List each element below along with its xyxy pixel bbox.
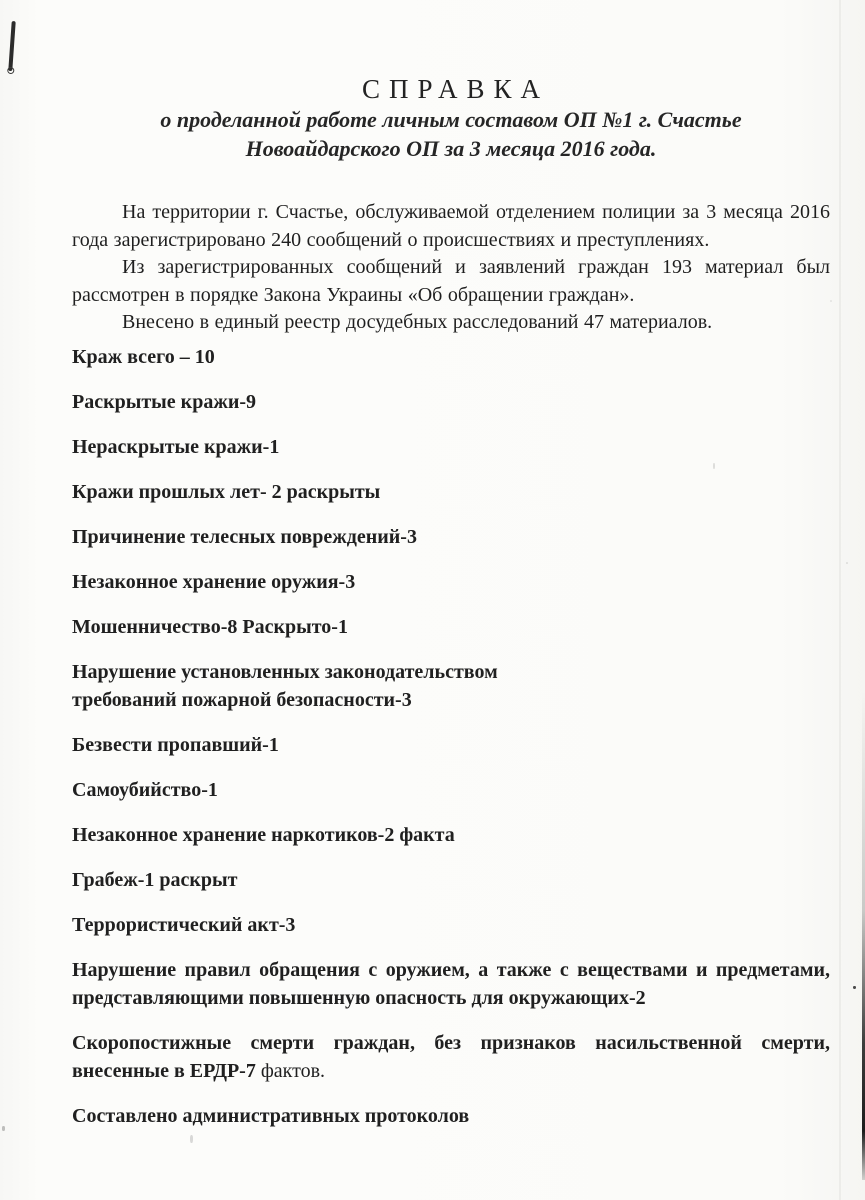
stat-item-robbery: Грабеж-1 раскрыт: [72, 868, 238, 891]
stat-item-fire-safety-line1: Нарушение установленных законодательством: [72, 660, 498, 683]
scan-speck: [2, 1126, 5, 1131]
intro-section: [72, 199, 830, 337]
report-subtitle-line1: о проделанной работе личным составом ОП №1 г. Счастье: [160, 107, 742, 132]
document-content: [72, 0, 830, 1147]
stat-item-fire-safety-line2: требований пожарной безопасности-3: [72, 688, 412, 711]
stat-item-sudden-deaths: [72, 1029, 830, 1085]
stat-item-drug-possession: Незаконное хранение наркотиков-2 факта: [72, 823, 455, 846]
intro-paragraph-registered-reports: На территории г. Счастье, обслуживаемой отделением полиции за 3 месяца 2016 года зарегистрировано 240 сообщений о происшествиях и преступлениях.: [72, 201, 830, 251]
scan-speck: [830, 300, 832, 302]
stat-item-unsolved-thefts: Нераскрытые кражи-1: [72, 435, 280, 458]
stat-item-past-years-thefts: Кражи прошлых лет- 2 раскрыты: [72, 480, 381, 503]
scan-speck: [853, 986, 856, 989]
report-title: СПРАВКА: [361, 74, 550, 104]
crime-statistics-list: [72, 343, 830, 1130]
stat-item-solved-thefts: Раскрытые кражи-9: [72, 390, 257, 413]
scan-speck: [846, 562, 848, 564]
stat-item-sudden-deaths-regular: фактов.: [260, 1059, 326, 1082]
stat-item-missing-person: Безвести пропавший-1: [72, 733, 279, 756]
intro-paragraph-citizen-appeals: Из зарегистрированных сообщений и заявлений граждан 193 материал был рассмотрен в порядке Закона Украины «Об обращении граждан».: [72, 256, 830, 306]
intro-paragraph-registry-entries: Внесено в единый реестр досудебных расследований 47 материалов.: [122, 311, 713, 334]
stat-item-weapons-handling: Нарушение правил обращения с оружием, а также с веществами и предметами, представляющими повышенную опасность для окружающих-2: [72, 958, 830, 1009]
stat-item-bodily-harm: Причинение телесных повреждений-3: [72, 525, 417, 548]
stat-item-admin-protocols: Составлено административных протоколов: [72, 1104, 470, 1127]
pen-stroke-mark: [8, 21, 15, 71]
stat-item-fraud: Мошенничество-8 Раскрыто-1: [72, 615, 348, 638]
stat-item-suicide: Самоубийство-1: [72, 778, 218, 801]
stat-item-fire-safety: [72, 658, 830, 714]
report-subtitle-line2: Новоайдарского ОП за 3 месяца 2016 года.: [245, 136, 657, 161]
stat-item-sudden-deaths-bold: Скоропостижные смерти граждан, без признаков насильственной смерти, внесенные в ЕРДР-7: [72, 1031, 830, 1082]
stat-item-illegal-weapons: Незаконное хранение оружия-3: [72, 570, 356, 593]
scan-edge-line: [839, 0, 841, 1200]
report-subtitle: [72, 105, 830, 163]
stat-item-terrorist-act: Террористический акт-3: [72, 913, 296, 936]
stat-item-thefts-total: Краж всего – 10: [72, 345, 215, 368]
